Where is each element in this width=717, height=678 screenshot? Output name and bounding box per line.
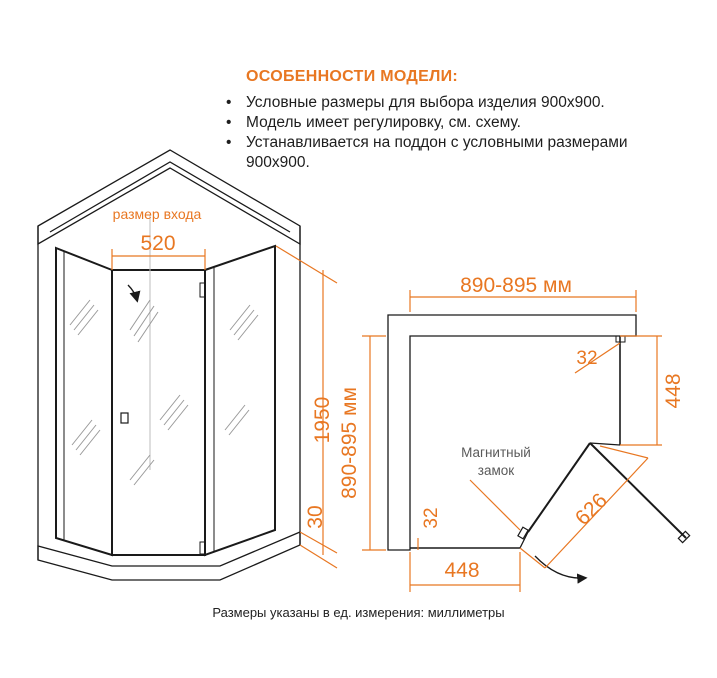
entry-size-label: размер входа	[112, 206, 202, 222]
footer-note: Размеры указаны в ед. измерения: миллиметры	[212, 605, 505, 620]
plan-view	[388, 315, 690, 578]
entry-width-value: 520	[140, 232, 176, 255]
plan-side-bottom-value: 448	[444, 559, 480, 582]
glass-reflections	[70, 300, 258, 485]
plan-offset-left-value: 32	[421, 507, 442, 529]
door-rotation-arrow	[128, 285, 137, 300]
plan-depth-value: 890-895 мм	[338, 387, 361, 499]
magnetic-lock-label-1: Магнитный	[461, 445, 531, 460]
feature-item: • Модель имеет регулировку, см. схему.	[226, 114, 521, 131]
plan-width-value: 890-895 мм	[460, 274, 572, 297]
roof-outline	[38, 150, 300, 244]
plan-side-right-value: 448	[662, 373, 685, 409]
plan-door-open	[590, 443, 686, 538]
plan-offset-top-value: 32	[576, 348, 598, 369]
plan-diagonal-value: 626	[570, 488, 612, 530]
base-height-value: 30	[304, 505, 327, 529]
feature-item: • Условные размеры для выбора изделия 900х900.	[226, 94, 605, 111]
door-handle	[121, 413, 128, 423]
height-value: 1950	[311, 396, 334, 444]
feature-item: • Устанавливается на поддон с условными размерами 900х900.	[226, 134, 628, 171]
right-glass-panel	[205, 246, 275, 555]
magnetic-lock-label-2: замок	[477, 463, 515, 478]
plan-dimensions	[362, 290, 662, 592]
features-title: ОСОБЕННОСТИ МОДЕЛИ:	[246, 68, 459, 85]
plan-swing-arrow	[535, 556, 585, 578]
